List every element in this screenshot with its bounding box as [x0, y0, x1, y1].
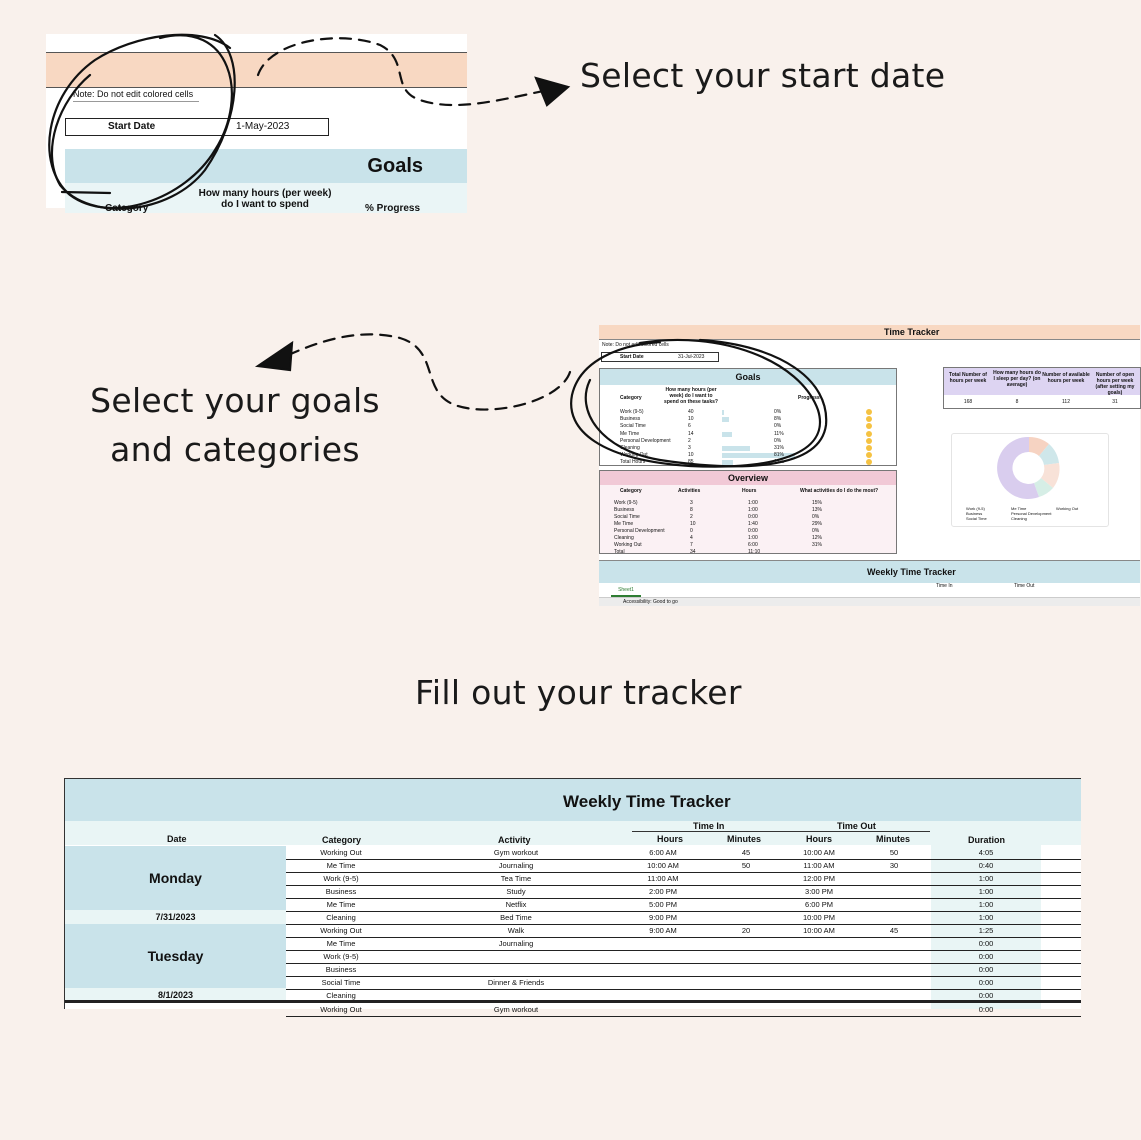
day-date[interactable]: 8/1/2023	[65, 988, 286, 1002]
goal-percent: 81%	[774, 452, 785, 459]
goal-category: Working Out	[620, 452, 648, 459]
activity-cell[interactable]: Tea Time	[500, 874, 532, 883]
time-in-minutes-cell[interactable]: 45	[741, 848, 751, 857]
category-cell[interactable]: Working Out	[320, 926, 362, 935]
category-cell[interactable]: Cleaning	[326, 991, 356, 1000]
overview-cell: 0%	[812, 514, 820, 520]
status-text: Accessibility: Good to go	[623, 599, 678, 605]
overview-cell: 1:00	[748, 507, 758, 513]
overview-cell: Total	[614, 549, 625, 555]
time-in-label: Time In	[936, 583, 953, 589]
duration-cell: 0:00	[978, 952, 994, 961]
goal-hours[interactable]: 2	[688, 437, 691, 444]
goal-percent: 0%	[774, 437, 782, 444]
ov-hdr-category: Category	[620, 488, 642, 494]
duration-cell: 0:00	[978, 939, 994, 948]
goal-hours[interactable]: 40	[688, 409, 694, 415]
stat-total: 168	[963, 399, 973, 405]
arrow-head-1	[536, 78, 568, 105]
time-in-hours-cell[interactable]: 5:00 PM	[649, 900, 677, 909]
goal-percent: 12%	[774, 459, 785, 466]
category-cell[interactable]: Business	[325, 887, 357, 896]
overview-cell: Working Out	[614, 542, 642, 548]
caption-goals: Select your goals and categories	[90, 381, 380, 469]
duration-cell: 0:00	[978, 978, 994, 987]
col-category: Category	[105, 203, 149, 214]
ov-hdr-most: What activities do I do the most?	[800, 488, 879, 494]
arrow-head-2	[258, 343, 292, 370]
activity-cell[interactable]: Journaling	[498, 861, 534, 870]
category-cell[interactable]: Business	[325, 965, 357, 974]
goal-hours[interactable]: 14	[688, 430, 694, 437]
overview-cell: 2	[690, 514, 693, 520]
overview-cell: Work (9-5)	[614, 500, 638, 506]
duration-cell: 1:00	[978, 874, 994, 883]
time-out-hours-cell[interactable]: 10:00 PM	[802, 913, 836, 922]
duration-cell: 1:00	[978, 913, 994, 922]
legend-entry: Social Time	[966, 516, 987, 521]
legend-entry: Working Out	[1056, 506, 1079, 511]
hdr-activity: Activity	[498, 835, 531, 845]
time-in-hours-cell[interactable]: 6:00 AM	[649, 848, 677, 857]
overview-cell: 15%	[812, 500, 823, 506]
time-in-hours-cell[interactable]: 9:00 PM	[649, 913, 677, 922]
goals-title: Goals	[367, 155, 423, 177]
category-cell[interactable]: Working Out	[320, 1005, 362, 1014]
ov-hdr-hours: Hours	[742, 488, 757, 494]
duration-cell: 0:00	[978, 991, 994, 1000]
caption-start-date: Select your start date	[580, 56, 946, 95]
goals-title: Goals	[600, 369, 896, 385]
hdr-out-hours: Hours	[806, 834, 833, 844]
overview-cell: 34	[690, 549, 696, 555]
day-name: Monday	[149, 870, 202, 886]
goal-percent: 8%	[774, 416, 782, 423]
day-name: Tuesday	[147, 948, 204, 964]
overview-cell: 1:00	[748, 535, 758, 541]
overview-cell: 31%	[812, 542, 823, 548]
circle-scribble-3	[571, 340, 820, 467]
stat-available: 112	[1062, 399, 1070, 405]
duration-cell: 1:25	[978, 926, 994, 935]
circle-scribble-1	[49, 35, 232, 208]
overview-cell: Business	[614, 507, 635, 513]
stat-hdr-available: Number of available hours per week	[1042, 372, 1090, 384]
duration-cell: 4:05	[978, 848, 994, 857]
category-cell[interactable]: Work (9-5)	[323, 874, 359, 883]
col-hours: How many hours (per week) do I want to spend	[198, 188, 332, 210]
hdr-time-out: Time Out	[837, 821, 876, 831]
time-in-minutes-cell[interactable]: 50	[741, 861, 751, 870]
time-tracker-title: Time Tracker	[884, 327, 940, 337]
category-cell[interactable]: Me Time	[326, 939, 356, 948]
time-in-minutes-cell[interactable]: 20	[741, 926, 751, 935]
activity-cell[interactable]: Netflix	[505, 900, 527, 909]
activity-cell[interactable]: Gym workout	[493, 848, 539, 857]
circle-scribble-4	[586, 340, 826, 466]
goal-category: Cleaning	[620, 445, 640, 451]
overview-cell: 4	[690, 535, 693, 541]
overview-cell: 1:40	[748, 521, 758, 527]
goal-percent: 0%	[774, 409, 782, 415]
overview-cell: Social Time	[614, 514, 640, 520]
activity-cell[interactable]: Walk	[507, 926, 525, 935]
hdr-category: Category	[322, 835, 362, 845]
time-out-hours-cell[interactable]: 11:00 AM	[803, 861, 835, 870]
overview-cell: 10	[690, 521, 696, 527]
start-date-label: Start Date	[620, 354, 644, 360]
overview-cell: 0	[690, 528, 693, 534]
time-out-hours-cell[interactable]: 10:00 AM	[803, 848, 835, 857]
hdr-out-minutes: Minutes	[876, 834, 911, 844]
sheet-tab[interactable]: Sheet1	[611, 587, 641, 597]
goal-category: Social Time	[620, 423, 646, 430]
duration-cell: 0:00	[978, 1005, 994, 1014]
overview-cell: 1:00	[748, 500, 758, 506]
hdr-time-in: Time In	[693, 821, 725, 831]
overview-cell: Me Time	[614, 521, 634, 527]
col-progress: % Progress	[365, 203, 421, 214]
goal-category: Personal Development	[620, 437, 671, 444]
dashed-arrow-1	[258, 38, 548, 105]
stat-hdr-sleep: How many hours do I sleep per day? (on average)	[993, 370, 1041, 388]
hdr-in-hours: Hours	[657, 834, 684, 844]
goal-category: Work (9-5)	[620, 409, 644, 415]
category-cell[interactable]: Working Out	[320, 848, 362, 857]
duration-cell: 1:00	[978, 900, 994, 909]
time-in-hours-cell[interactable]: 9:00 AM	[649, 926, 677, 935]
activity-cell[interactable]: Bed Time	[500, 913, 532, 922]
activity-cell[interactable]: Dinner & Friends	[487, 978, 545, 987]
scribble-tail	[62, 192, 110, 193]
overview-cell: Cleaning	[614, 535, 634, 541]
stat-open: 31	[1112, 399, 1118, 405]
goal-hours[interactable]: 10	[688, 416, 694, 423]
time-out-hours-cell[interactable]: 3:00 PM	[805, 887, 833, 896]
goal-hours[interactable]: 10	[688, 452, 694, 459]
overview-cell: 8	[690, 507, 693, 513]
goal-category: Business	[620, 416, 641, 423]
time-out-minutes-cell[interactable]: 30	[889, 861, 899, 870]
goal-category: Me Time	[620, 430, 640, 437]
overview-title: Overview	[600, 471, 896, 485]
weekly-tracker-title: Weekly Time Tracker	[867, 567, 956, 577]
start-date-label: Start Date	[108, 121, 156, 132]
time-out-label: Time Out	[1014, 583, 1035, 589]
time-out-hours-cell[interactable]: 12:00 PM	[802, 874, 836, 883]
overview-cell: 6:00	[748, 542, 758, 548]
goal-hours[interactable]: 85	[688, 459, 694, 466]
weekly-tracker-title: Weekly Time Tracker	[563, 792, 731, 811]
activity-cell[interactable]: Gym workout	[493, 1005, 539, 1014]
stat-hdr-open: Number of open hours per week (after setting my goals)	[1095, 372, 1135, 396]
overview-cell: 12%	[812, 535, 823, 541]
ov-hdr-activities: Activities	[678, 488, 701, 494]
overview-cell: 13%	[812, 507, 823, 513]
goals-hdr-progress: Progress	[798, 395, 820, 401]
goal-percent: 0%	[774, 423, 782, 430]
legend-entry: Work (9-5)	[966, 506, 985, 511]
time-out-minutes-cell[interactable]: 50	[889, 848, 899, 857]
goal-hours[interactable]: 6	[688, 423, 691, 430]
dashed-arrow-2	[282, 334, 570, 409]
time-out-minutes-cell[interactable]: 45	[889, 926, 899, 935]
time-out-hours-cell[interactable]: 10:00 AM	[803, 926, 835, 935]
circle-scribble-2	[52, 35, 235, 209]
overview-cell: Personal Development	[614, 528, 665, 534]
activity-cell[interactable]: Study	[506, 887, 526, 896]
overview-cell: 0%	[812, 528, 820, 534]
category-cell[interactable]: Cleaning	[326, 913, 356, 922]
goals-hdr-hours: How many hours (per week) do I want to spend on these tasks?	[664, 387, 718, 405]
day-date[interactable]: 7/31/2023	[65, 910, 286, 924]
caption-tracker: Fill out your tracker	[415, 673, 742, 712]
category-cell[interactable]: Me Time	[326, 900, 356, 909]
time-in-hours-cell[interactable]: 2:00 PM	[649, 887, 677, 896]
goal-hours[interactable]: 3	[688, 445, 691, 451]
goals-hdr-category: Category	[620, 395, 642, 401]
goal-category: Total Hours	[620, 459, 646, 466]
hdr-date: Date	[167, 834, 187, 844]
legend-entry: Me Time	[1011, 506, 1027, 511]
overview-cell: 0:00	[748, 528, 758, 534]
duration-cell: 0:00	[978, 965, 994, 974]
time-in-hours-cell[interactable]: 10:00 AM	[647, 861, 679, 870]
stat-hdr-total: Total Number of hours per week	[949, 372, 987, 384]
overview-cell: 29%	[812, 521, 823, 527]
legend-entry: Business	[966, 511, 983, 516]
category-cell[interactable]: Social Time	[321, 978, 361, 987]
category-cell[interactable]: Work (9-5)	[323, 952, 359, 961]
overview-cell: 11:10	[748, 549, 761, 555]
hdr-in-minutes: Minutes	[727, 834, 762, 844]
time-in-hours-cell[interactable]: 11:00 AM	[647, 874, 679, 883]
overview-cell: 0:00	[748, 514, 758, 520]
overview-cell: 3	[690, 500, 693, 506]
legend-entry: Personal Development	[1011, 511, 1052, 516]
start-date-value[interactable]: 31-Jul-2023	[678, 354, 705, 360]
hdr-duration: Duration	[968, 835, 1005, 845]
overview-cell: 7	[690, 542, 693, 548]
stat-sleep[interactable]: 8	[1015, 399, 1019, 405]
duration-cell: 1:00	[978, 887, 994, 896]
duration-cell: 0:40	[978, 861, 994, 870]
time-out-hours-cell[interactable]: 6:00 PM	[805, 900, 833, 909]
goal-percent: 11%	[774, 430, 784, 437]
category-cell[interactable]: Me Time	[326, 861, 356, 870]
activity-cell[interactable]: Journaling	[498, 939, 534, 948]
note-text: Note: Do not edit colored cells	[602, 342, 669, 348]
note-text: Note: Do not edit colored cells	[73, 89, 199, 102]
start-date-value[interactable]: 1-May-2023	[236, 121, 290, 132]
legend-entry: Cleaning	[1011, 516, 1027, 521]
goal-percent: 31%	[774, 445, 785, 451]
